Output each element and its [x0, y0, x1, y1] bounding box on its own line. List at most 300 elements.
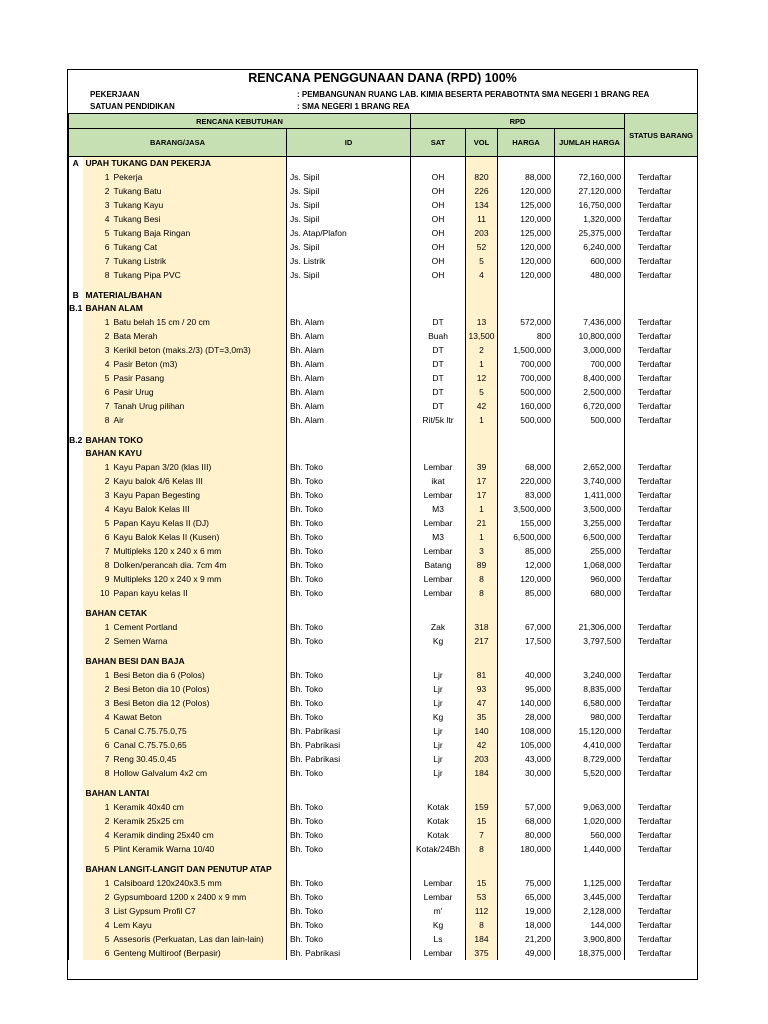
item-number: 2	[104, 185, 110, 196]
item-id: Bh. Toko	[287, 710, 411, 724]
item-vol: 93	[466, 682, 498, 696]
item-id: Bh. Toko	[287, 890, 411, 904]
satuan-pendidikan-value: : SMA NEGERI 1 BRANG REA	[297, 102, 410, 111]
item-harga: 57,000	[498, 800, 555, 814]
item-id	[287, 856, 411, 863]
item-vol	[466, 787, 498, 800]
section-title: BAHAN TOKO	[83, 434, 287, 447]
item-jumlah: 3,240,000	[555, 668, 625, 682]
spacer-row	[69, 648, 698, 655]
item-status	[625, 607, 698, 620]
item-number: 4	[104, 213, 110, 224]
item-number: 9	[104, 573, 110, 584]
item-jumlah: 2,652,000	[555, 460, 625, 474]
item-jumlah: 18,375,000	[555, 946, 625, 960]
item-vol: 39	[466, 460, 498, 474]
table-row	[69, 329, 698, 343]
section-code	[69, 268, 83, 282]
item-vol: 42	[466, 399, 498, 413]
item-status: Terdaftar	[625, 842, 698, 856]
item-name: Papan kayu kelas II	[113, 587, 188, 598]
pekerjaan-value: : PEMBANGUNAN RUANG LAB. KIMIA BESERTA PERABOTNTA SMA NEGERI 1 BRANG REA	[297, 90, 650, 99]
item-name-cell	[83, 268, 287, 282]
item-harga: 6,500,000	[498, 530, 555, 544]
item-status: Terdaftar	[625, 474, 698, 488]
item-jumlah: 1,020,000	[555, 814, 625, 828]
item-sat: Ljr	[411, 696, 466, 710]
item-vol	[466, 780, 498, 787]
table-row	[69, 474, 698, 488]
item-vol	[466, 655, 498, 668]
item-name-cell	[83, 710, 287, 724]
item-name: Tukang Pipa PVC	[113, 269, 181, 280]
item-id: Bh. Alam	[287, 343, 411, 357]
item-status: Terdaftar	[625, 586, 698, 600]
item-id: Bh. Toko	[287, 696, 411, 710]
item-harga	[498, 157, 555, 171]
section-code	[69, 315, 83, 329]
item-jumlah: 1,411,000	[555, 488, 625, 502]
table-row	[69, 502, 698, 516]
section-row	[69, 302, 698, 315]
item-status	[625, 434, 698, 447]
item-sat: Ls	[411, 932, 466, 946]
section-code: A	[69, 157, 83, 171]
item-number: 10	[100, 587, 110, 598]
section-code	[69, 371, 83, 385]
item-harga: 155,000	[498, 516, 555, 530]
item-sat: M3	[411, 530, 466, 544]
item-status: Terdaftar	[625, 918, 698, 932]
item-number: 5	[104, 843, 110, 854]
item-status: Terdaftar	[625, 343, 698, 357]
item-sat: DT	[411, 399, 466, 413]
item-name-cell	[83, 828, 287, 842]
item-name-cell	[83, 558, 287, 572]
item-name: Genteng Multiroof (Berpasir)	[113, 947, 221, 958]
item-vol	[466, 856, 498, 863]
item-harga: 700,000	[498, 371, 555, 385]
item-status: Terdaftar	[625, 254, 698, 268]
item-sat	[411, 289, 466, 302]
item-sat: OH	[411, 170, 466, 184]
item-status: Terdaftar	[625, 904, 698, 918]
item-sat: Batang	[411, 558, 466, 572]
item-name-cell	[83, 814, 287, 828]
item-name: Tukang Cat	[113, 241, 158, 252]
item-harga: 125,000	[498, 226, 555, 240]
item-jumlah	[555, 427, 625, 434]
item-id: Bh. Toko	[287, 620, 411, 634]
header-rencana-kebutuhan: RENCANA KEBUTUHAN	[69, 114, 411, 129]
item-number: 1	[104, 621, 110, 632]
item-jumlah: 25,375,000	[555, 226, 625, 240]
item-harga: 28,000	[498, 710, 555, 724]
item-id	[287, 648, 411, 655]
item-vol: 2	[466, 343, 498, 357]
section-row	[69, 863, 698, 876]
section-code	[69, 932, 83, 946]
section-code	[69, 198, 83, 212]
item-harga: 120,000	[498, 572, 555, 586]
item-name-cell	[83, 890, 287, 904]
item-harga: 120,000	[498, 268, 555, 282]
item-name-cell	[83, 946, 287, 960]
item-name-cell	[83, 170, 287, 184]
item-name: Assesoris (Perkuatan, Las dan lain-lain)	[113, 933, 264, 944]
item-harga	[498, 856, 555, 863]
document-title: RENCANA PENGGUNAAN DANA (RPD) 100%	[248, 71, 517, 85]
item-name-cell	[83, 634, 287, 648]
item-number: 2	[104, 330, 110, 341]
section-code	[69, 607, 83, 620]
item-vol: 159	[466, 800, 498, 814]
item-name: Batu belah 15 cm / 20 cm	[113, 316, 210, 327]
item-number: 6	[104, 739, 110, 750]
item-sat: Buah	[411, 329, 466, 343]
item-status	[625, 302, 698, 315]
section-row	[69, 289, 698, 302]
section-code	[69, 184, 83, 198]
section-code	[69, 946, 83, 960]
header-sat: SAT	[411, 129, 466, 157]
item-jumlah: 500,000	[555, 413, 625, 427]
item-name-cell	[83, 800, 287, 814]
item-name-cell	[83, 530, 287, 544]
item-status: Terdaftar	[625, 814, 698, 828]
item-harga	[498, 282, 555, 289]
item-sat: Lembar	[411, 586, 466, 600]
item-sat: OH	[411, 254, 466, 268]
section-code	[69, 427, 83, 434]
item-harga: 21,200	[498, 932, 555, 946]
item-status: Terdaftar	[625, 634, 698, 648]
item-name: Kayu Balok Kelas II (Kusen)	[113, 531, 220, 542]
item-name: Semen Warna	[113, 635, 168, 646]
item-status: Terdaftar	[625, 620, 698, 634]
item-status: Terdaftar	[625, 184, 698, 198]
item-vol: 8	[466, 918, 498, 932]
item-sat: Kotak	[411, 800, 466, 814]
item-status: Terdaftar	[625, 357, 698, 371]
item-jumlah: 72,160,000	[555, 170, 625, 184]
item-sat: Lembar	[411, 460, 466, 474]
item-status	[625, 157, 698, 171]
item-name-cell	[83, 254, 287, 268]
item-harga: 1,500,000	[498, 343, 555, 357]
item-harga: 68,000	[498, 814, 555, 828]
item-harga: 120,000	[498, 254, 555, 268]
item-name: Multipleks 120 x 240 x 6 mm	[113, 545, 222, 556]
item-status: Terdaftar	[625, 724, 698, 738]
section-row	[69, 655, 698, 668]
item-status: Terdaftar	[625, 752, 698, 766]
item-sat: OH	[411, 268, 466, 282]
item-status: Terdaftar	[625, 668, 698, 682]
item-status: Terdaftar	[625, 170, 698, 184]
item-name-cell	[83, 474, 287, 488]
item-jumlah: 3,740,000	[555, 474, 625, 488]
item-vol: 203	[466, 752, 498, 766]
item-jumlah	[555, 302, 625, 315]
item-id: Bh. Toko	[287, 488, 411, 502]
item-id: Bh. Alam	[287, 385, 411, 399]
item-vol: 217	[466, 634, 498, 648]
item-name: Dolken/perancah dia. 7cm 4m	[113, 559, 227, 570]
item-status: Terdaftar	[625, 544, 698, 558]
item-id: Js. Sipil	[287, 240, 411, 254]
table-row	[69, 240, 698, 254]
item-harga: 572,000	[498, 315, 555, 329]
item-sat: Zak	[411, 620, 466, 634]
section-title: BAHAN BESI DAN BAJA	[83, 655, 287, 668]
item-number: 8	[104, 559, 110, 570]
section-title: BAHAN CETAK	[83, 607, 287, 620]
item-vol: 184	[466, 766, 498, 780]
item-jumlah	[555, 434, 625, 447]
item-status: Terdaftar	[625, 385, 698, 399]
item-vol	[466, 607, 498, 620]
item-sat: Kotak	[411, 828, 466, 842]
item-id	[287, 289, 411, 302]
header-id: ID	[287, 129, 411, 157]
item-id: Bh. Toko	[287, 516, 411, 530]
item-sat: m'	[411, 904, 466, 918]
item-name: Lem Kayu	[113, 919, 152, 930]
item-status: Terdaftar	[625, 212, 698, 226]
table-row	[69, 558, 698, 572]
item-number: 2	[104, 891, 110, 902]
section-code	[69, 876, 83, 890]
item-harga: 68,000	[498, 460, 555, 474]
item-sat	[411, 302, 466, 315]
item-number: 7	[104, 255, 110, 266]
table-body	[69, 157, 698, 961]
item-name-cell	[83, 724, 287, 738]
section-code	[69, 890, 83, 904]
item-jumlah: 6,500,000	[555, 530, 625, 544]
item-sat	[411, 157, 466, 171]
item-vol: 13	[466, 315, 498, 329]
section-code	[69, 648, 83, 655]
table-row	[69, 724, 698, 738]
table-row	[69, 516, 698, 530]
section-row	[69, 787, 698, 800]
item-harga: 140,000	[498, 696, 555, 710]
item-vol: 184	[466, 932, 498, 946]
item-sat: DT	[411, 357, 466, 371]
header-harga: HARGA	[498, 129, 555, 157]
item-id	[287, 282, 411, 289]
item-sat: DT	[411, 371, 466, 385]
item-status: Terdaftar	[625, 413, 698, 427]
item-sat	[411, 863, 466, 876]
item-name-cell	[83, 502, 287, 516]
item-sat	[411, 780, 466, 787]
item-name-cell	[83, 904, 287, 918]
item-vol	[466, 863, 498, 876]
item-status: Terdaftar	[625, 932, 698, 946]
item-number: 3	[104, 489, 110, 500]
item-name: Kayu Papan 3/20 (klas III)	[113, 461, 212, 472]
item-number: 2	[104, 475, 110, 486]
item-name-cell	[83, 315, 287, 329]
item-harga: 18,000	[498, 918, 555, 932]
section-code	[69, 226, 83, 240]
item-sat: OH	[411, 212, 466, 226]
item-harga: 67,000	[498, 620, 555, 634]
item-name-cell	[83, 738, 287, 752]
item-vol	[466, 648, 498, 655]
item-jumlah	[555, 655, 625, 668]
item-status	[625, 856, 698, 863]
item-jumlah: 144,000	[555, 918, 625, 932]
section-row	[69, 157, 698, 171]
item-id	[287, 302, 411, 315]
section-code	[69, 447, 83, 460]
item-jumlah: 680,000	[555, 586, 625, 600]
section-code	[69, 343, 83, 357]
table-row	[69, 460, 698, 474]
section-code	[69, 586, 83, 600]
item-name: Kayu Balok Kelas III	[113, 503, 190, 514]
item-status	[625, 427, 698, 434]
item-sat: Kg	[411, 918, 466, 932]
item-jumlah: 1,125,000	[555, 876, 625, 890]
item-vol: 5	[466, 254, 498, 268]
item-name: Canal C.75.75.0,75	[113, 725, 187, 736]
item-name: Tukang Besi	[113, 213, 161, 224]
item-id: Js. Sipil	[287, 198, 411, 212]
table-row	[69, 357, 698, 371]
item-vol: 21	[466, 516, 498, 530]
item-name	[83, 427, 287, 434]
item-number: 4	[104, 503, 110, 514]
item-name-cell	[83, 766, 287, 780]
item-vol: 53	[466, 890, 498, 904]
table-row	[69, 268, 698, 282]
item-vol: 203	[466, 226, 498, 240]
item-name: Multipleks 120 x 240 x 9 mm	[113, 573, 222, 584]
item-name-cell	[83, 413, 287, 427]
item-vol: 52	[466, 240, 498, 254]
section-code	[69, 413, 83, 427]
item-jumlah: 2,128,000	[555, 904, 625, 918]
item-jumlah: 8,729,000	[555, 752, 625, 766]
item-harga	[498, 427, 555, 434]
item-harga: 125,000	[498, 198, 555, 212]
section-code	[69, 828, 83, 842]
item-name: Papan Kayu Kelas II (DJ)	[113, 517, 209, 528]
item-id: Bh. Toko	[287, 766, 411, 780]
table-row	[69, 766, 698, 780]
item-id: Bh. Toko	[287, 842, 411, 856]
item-harga: 95,000	[498, 682, 555, 696]
item-sat	[411, 648, 466, 655]
item-jumlah: 3,445,000	[555, 890, 625, 904]
item-sat: Lembar	[411, 572, 466, 586]
item-id: Bh. Pabrikasi	[287, 738, 411, 752]
section-code	[69, 516, 83, 530]
item-vol: 17	[466, 474, 498, 488]
item-status	[625, 863, 698, 876]
item-sat: DT	[411, 385, 466, 399]
item-status: Terdaftar	[625, 738, 698, 752]
item-id	[287, 157, 411, 171]
item-jumlah	[555, 780, 625, 787]
table-row	[69, 572, 698, 586]
item-name-cell	[83, 399, 287, 413]
item-sat: Rit/5k ltr	[411, 413, 466, 427]
item-name: Besi Beton dia 6 (Polos)	[113, 669, 205, 680]
item-name-cell	[83, 516, 287, 530]
item-jumlah: 255,000	[555, 544, 625, 558]
item-number: 1	[104, 877, 110, 888]
item-id: Js. Atap/Plafon	[287, 226, 411, 240]
section-title: BAHAN LANTAI	[83, 787, 287, 800]
item-name	[83, 600, 287, 607]
spacer-row	[69, 282, 698, 289]
table-row	[69, 946, 698, 960]
item-number: 6	[104, 531, 110, 542]
item-vol	[466, 289, 498, 302]
item-harga: 12,000	[498, 558, 555, 572]
item-id: Bh. Alam	[287, 371, 411, 385]
item-jumlah: 3,000,000	[555, 343, 625, 357]
table-row	[69, 226, 698, 240]
item-name-cell	[83, 385, 287, 399]
item-id: Js. Sipil	[287, 212, 411, 226]
item-vol: 4	[466, 268, 498, 282]
item-vol: 15	[466, 814, 498, 828]
item-status: Terdaftar	[625, 710, 698, 724]
item-id: Js. Listrik	[287, 254, 411, 268]
item-harga: 220,000	[498, 474, 555, 488]
item-status: Terdaftar	[625, 226, 698, 240]
item-jumlah	[555, 282, 625, 289]
item-harga	[498, 289, 555, 302]
item-id: Bh. Toko	[287, 634, 411, 648]
item-name-cell	[83, 668, 287, 682]
item-name: List Gypsum Profil C7	[113, 905, 196, 916]
item-jumlah: 1,068,000	[555, 558, 625, 572]
item-sat: OH	[411, 240, 466, 254]
item-name-cell	[83, 460, 287, 474]
item-number: 7	[104, 545, 110, 556]
table-row	[69, 682, 698, 696]
item-name: Bata Merah	[113, 330, 158, 341]
item-name: Pekerja	[113, 171, 143, 182]
item-sat: OH	[411, 198, 466, 212]
item-harga: 108,000	[498, 724, 555, 738]
item-vol: 89	[466, 558, 498, 572]
item-id: Bh. Toko	[287, 460, 411, 474]
section-code	[69, 212, 83, 226]
item-vol: 5	[466, 385, 498, 399]
item-id: Bh. Toko	[287, 918, 411, 932]
item-jumlah: 3,797,500	[555, 634, 625, 648]
item-sat: Ljr	[411, 668, 466, 682]
item-sat: Kotak/24Bh	[411, 842, 466, 856]
item-name-cell	[83, 932, 287, 946]
item-sat: Kg	[411, 634, 466, 648]
item-status: Terdaftar	[625, 488, 698, 502]
item-jumlah: 5,520,000	[555, 766, 625, 780]
item-jumlah: 960,000	[555, 572, 625, 586]
section-code	[69, 863, 83, 876]
item-vol: 1	[466, 357, 498, 371]
item-number: 2	[104, 683, 110, 694]
